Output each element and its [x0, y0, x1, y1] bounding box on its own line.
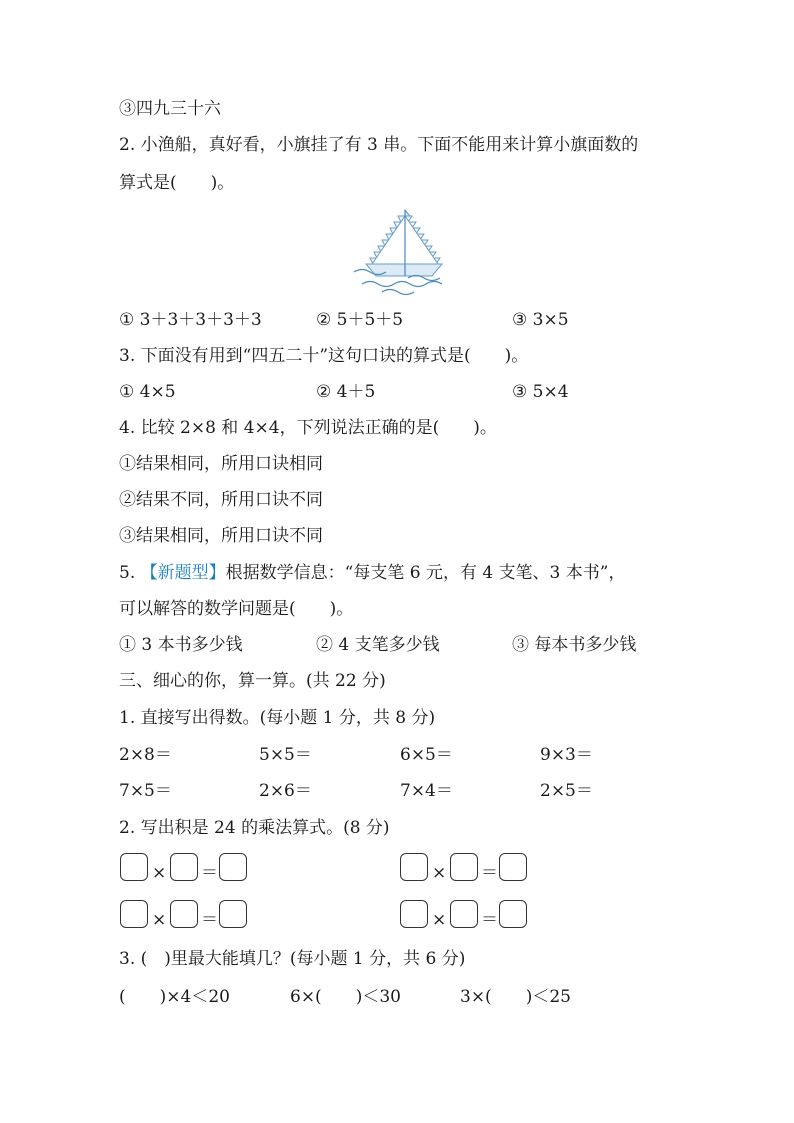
- answer-box[interactable]: [450, 853, 478, 881]
- calc-item: 2×6＝: [259, 781, 312, 801]
- answer-box[interactable]: [170, 853, 198, 881]
- answer-box[interactable]: [450, 900, 478, 928]
- option-1[interactable]: ① 4×5: [119, 382, 176, 402]
- equals-symbol: ＝: [481, 910, 498, 930]
- answer-box[interactable]: [400, 853, 428, 881]
- option-3[interactable]: ③结果相同，所用口诀不同: [119, 526, 323, 546]
- question-number: 5.: [119, 563, 141, 583]
- question-5-text: [119, 562, 625, 584]
- answer-box[interactable]: [219, 900, 247, 928]
- times-symbol: ×: [152, 910, 167, 930]
- option-1[interactable]: ① 3 本书多少钱: [119, 635, 243, 655]
- answer-box[interactable]: [170, 900, 198, 928]
- answer-box[interactable]: [120, 853, 148, 881]
- option-3[interactable]: ③ 5×4: [512, 382, 569, 402]
- part-1-title: 1. 直接写出得数。(每小题 1 分，共 8 分): [119, 708, 436, 728]
- equals-symbol: ＝: [481, 863, 498, 883]
- question-3-text: 3. 下面没有用到“四五二十”这句口诀的算式是( )。: [119, 346, 529, 366]
- option-3[interactable]: ③ 3×5: [512, 310, 569, 330]
- option-2[interactable]: ② 4＋5: [316, 382, 376, 402]
- calc-item: 2×5＝: [540, 781, 593, 801]
- question-2-text-line1: 2. 小渔船，真好看，小旗挂了有 3 串。下面不能用来计算小旗面数的: [119, 135, 639, 155]
- answer-box[interactable]: [400, 900, 428, 928]
- question-4-text: 4. 比较 2×8 和 4×4，下列说法正确的是( )。: [119, 418, 497, 438]
- calc-item: 7×4＝: [400, 781, 453, 801]
- calc-item: 6×5＝: [400, 745, 453, 765]
- section-3-title: 三、细心的你，算一算。(共 22 分): [119, 671, 386, 691]
- option-2[interactable]: ②结果不同，所用口诀不同: [119, 490, 323, 510]
- sailboat-illustration: [352, 206, 444, 296]
- new-type-tag: 【新题型】: [140, 563, 226, 583]
- part-2-title: 2. 写出积是 24 的乘法算式。(8 分): [119, 818, 390, 838]
- option-1[interactable]: ①结果相同，所用口诀相同: [119, 454, 323, 474]
- times-symbol: ×: [152, 863, 167, 883]
- option-2[interactable]: ② 5＋5＋5: [316, 310, 404, 330]
- fill-item[interactable]: 3×( )＜25: [460, 987, 571, 1007]
- times-symbol: ×: [432, 910, 447, 930]
- question-body: 根据数学信息：“每支笔 6 元，有 4 支笔、3 本书”，: [225, 563, 626, 583]
- calc-item: 2×8＝: [119, 745, 172, 765]
- answer-box[interactable]: [120, 900, 148, 928]
- calc-item: 7×5＝: [119, 781, 172, 801]
- answer-box[interactable]: [499, 900, 527, 928]
- fill-item[interactable]: 6×( )＜30: [290, 987, 401, 1007]
- part-3-title: 3. ( )里最大能填几？(每小题 1 分，共 6 分): [119, 949, 466, 969]
- question-5-text-line2: 可以解答的数学问题是( )。: [119, 599, 354, 619]
- prev-item: ③四九三十六: [119, 99, 221, 119]
- answer-box[interactable]: [499, 853, 527, 881]
- times-symbol: ×: [432, 863, 447, 883]
- calc-item: 9×3＝: [540, 745, 593, 765]
- equals-symbol: ＝: [201, 910, 218, 930]
- fill-item[interactable]: ( )×4＜20: [119, 987, 230, 1007]
- equals-symbol: ＝: [201, 863, 218, 883]
- question-2-text-line2: 算式是( )。: [119, 173, 235, 193]
- option-3[interactable]: ③ 每本书多少钱: [512, 635, 637, 655]
- answer-box[interactable]: [219, 853, 247, 881]
- option-1[interactable]: ① 3＋3＋3＋3＋3: [119, 310, 262, 330]
- option-2[interactable]: ② 4 支笔多少钱: [316, 635, 440, 655]
- calc-item: 5×5＝: [259, 745, 312, 765]
